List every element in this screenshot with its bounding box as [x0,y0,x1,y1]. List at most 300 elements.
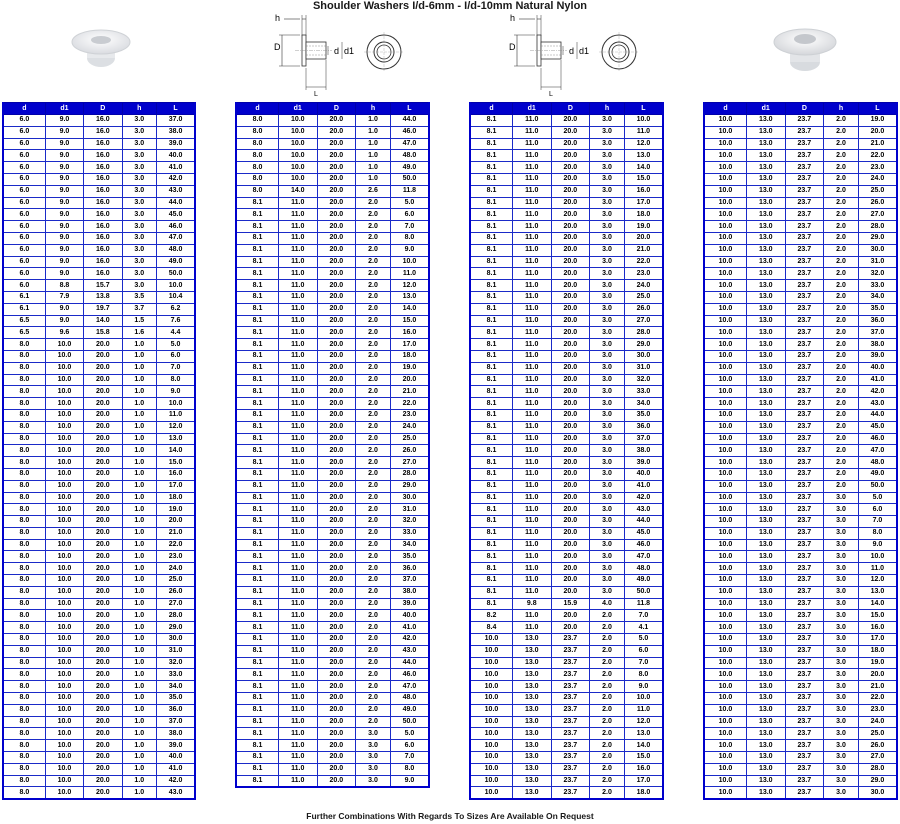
cell-L: 23.0 [390,409,429,421]
cell-h: 2.0 [824,280,859,292]
column-header-h: h [824,103,859,115]
cell-d: 10.0 [704,787,746,799]
cell-L: 15.0 [157,457,195,469]
cell-h: 2.0 [356,563,391,575]
cell-h: 2.0 [356,398,391,410]
table-row [236,303,429,315]
cell-d1: 11.0 [278,244,317,256]
cell-d: 8.0 [236,138,278,150]
cell-d: 10.0 [704,586,746,598]
table-row [470,327,663,339]
cell-D: 23.7 [785,527,824,539]
cell-d: 8.1 [236,398,278,410]
cell-d1: 11.0 [278,409,317,421]
cell-L: 35.0 [858,303,897,315]
cell-d: 8.0 [3,362,45,374]
cell-h: 2.0 [356,539,391,551]
cell-d1: 10.0 [45,386,83,398]
cell-D: 16.0 [84,115,122,127]
cell-h: 2.0 [356,492,391,504]
cell-D: 20.0 [317,185,356,197]
table-row [3,693,195,705]
table-row [704,162,897,174]
table-row [704,291,897,303]
table-row [704,150,897,162]
table-row [704,409,897,421]
cell-d1: 13.0 [746,563,785,575]
table-row [236,716,429,728]
cell-d: 10.0 [470,728,512,740]
cell-d: 10.0 [704,209,746,221]
cell-d: 8.1 [470,551,512,563]
cell-h: 1.0 [356,173,391,185]
cell-D: 20.0 [551,527,590,539]
cell-D: 20.0 [551,303,590,315]
washer-drawing-right [505,10,645,96]
table-row [236,421,429,433]
cell-L: 15.0 [858,610,897,622]
cell-D: 20.0 [317,704,356,716]
cell-d1: 11.0 [278,268,317,280]
cell-L: 5.0 [157,339,195,351]
cell-d1: 11.0 [278,291,317,303]
cell-L: 19.0 [858,115,897,127]
cell-d1: 11.0 [278,480,317,492]
cell-D: 20.0 [317,681,356,693]
table-row [704,634,897,646]
cell-D: 23.7 [785,516,824,528]
cell-d: 10.0 [704,563,746,575]
table-row [3,315,195,327]
cell-L: 12.0 [157,421,195,433]
cell-h: 3.0 [590,162,625,174]
cell-d: 8.0 [3,374,45,386]
cell-d: 8.1 [236,374,278,386]
cell-h: 2.0 [824,150,859,162]
cell-L: 16.0 [624,185,663,197]
table-row [3,138,195,150]
table-row [3,610,195,622]
cell-D: 23.7 [785,244,824,256]
cell-d1: 13.0 [746,787,785,799]
cell-D: 23.7 [551,657,590,669]
cell-L: 5.0 [390,728,429,740]
cell-L: 30.0 [858,787,897,799]
cell-d1: 11.0 [278,209,317,221]
table-row [704,752,897,764]
cell-h: 2.0 [356,598,391,610]
cell-L: 24.0 [858,173,897,185]
cell-d1: 11.0 [512,115,551,127]
cell-d: 6.1 [3,303,45,315]
cell-d1: 13.0 [746,492,785,504]
cell-d: 10.0 [704,256,746,268]
cell-d1: 10.0 [45,669,83,681]
cell-L: 44.0 [390,657,429,669]
cell-d: 10.0 [704,162,746,174]
cell-L: 48.0 [624,563,663,575]
cell-d1: 11.0 [512,315,551,327]
cell-L: 10.0 [157,398,195,410]
cell-h: 3.0 [824,610,859,622]
cell-d1: 10.0 [45,693,83,705]
cell-d: 8.0 [3,598,45,610]
cell-L: 17.0 [624,775,663,787]
cell-L: 46.0 [390,669,429,681]
cell-h: 3.0 [590,551,625,563]
cell-h: 1.0 [122,598,157,610]
cell-h: 3.0 [590,327,625,339]
cell-d1: 11.0 [512,339,551,351]
cell-d1: 11.0 [278,634,317,646]
cell-D: 23.7 [785,433,824,445]
table-row [470,645,663,657]
cell-D: 20.0 [84,752,122,764]
cell-d: 8.1 [236,740,278,752]
cell-D: 20.0 [84,480,122,492]
cell-L: 36.0 [624,421,663,433]
cell-L: 47.0 [624,551,663,563]
cell-d: 10.0 [704,244,746,256]
cell-D: 20.0 [551,622,590,634]
cell-d: 8.1 [236,457,278,469]
cell-d1: 11.0 [512,433,551,445]
cell-D: 23.7 [551,763,590,775]
cell-L: 27.0 [858,209,897,221]
cell-d: 10.0 [704,598,746,610]
table-row [470,374,663,386]
cell-d: 8.1 [470,150,512,162]
table-row [704,386,897,398]
cell-D: 23.7 [785,268,824,280]
cell-D: 20.0 [551,197,590,209]
cell-d1: 11.0 [512,126,551,138]
cell-d1: 11.0 [512,244,551,256]
cell-d1: 13.0 [746,398,785,410]
cell-D: 23.7 [551,704,590,716]
cell-h: 3.0 [590,232,625,244]
cell-d1: 13.0 [746,693,785,705]
cell-h: 1.0 [122,693,157,705]
table-row [3,504,195,516]
cell-d: 8.0 [3,728,45,740]
cell-d1: 13.0 [746,598,785,610]
table-row [470,339,663,351]
cell-d1: 10.0 [45,504,83,516]
cell-d1: 10.0 [45,362,83,374]
cell-L: 10.0 [624,115,663,127]
cell-d: 8.1 [236,516,278,528]
cell-d1: 11.0 [278,728,317,740]
cell-h: 1.0 [122,610,157,622]
cell-d: 8.0 [3,693,45,705]
cell-d1: 11.0 [512,221,551,233]
cell-L: 5.0 [390,197,429,209]
cell-d1: 11.0 [278,516,317,528]
cell-d: 10.0 [704,551,746,563]
spec-table-4 [703,102,898,800]
cell-d1: 10.0 [45,775,83,787]
table-row [236,775,429,787]
table-row [704,551,897,563]
cell-h: 1.5 [122,315,157,327]
cell-L: 43.0 [858,398,897,410]
cell-d: 8.1 [236,504,278,516]
cell-L: 19.0 [858,657,897,669]
cell-h: 1.0 [122,339,157,351]
table-row [704,185,897,197]
cell-d1: 11.0 [512,539,551,551]
cell-d1: 11.0 [278,504,317,516]
table-row [704,232,897,244]
cell-D: 23.7 [785,492,824,504]
cell-D: 23.7 [785,339,824,351]
table-row [470,185,663,197]
cell-D: 19.7 [84,303,122,315]
cell-d: 6.5 [3,327,45,339]
cell-d: 10.0 [704,115,746,127]
cell-d1: 11.0 [278,763,317,775]
cell-L: 45.0 [157,209,195,221]
cell-d1: 9.0 [45,268,83,280]
cell-h: 3.0 [824,504,859,516]
cell-D: 20.0 [551,232,590,244]
cell-D: 20.0 [551,244,590,256]
cell-L: 11.0 [157,409,195,421]
cell-L: 17.0 [157,480,195,492]
cell-d1: 11.0 [278,716,317,728]
cell-h: 3.0 [122,173,157,185]
cell-d1: 11.0 [512,280,551,292]
cell-D: 20.0 [551,362,590,374]
cell-h: 3.0 [590,421,625,433]
cell-L: 24.0 [858,716,897,728]
svg-text:d1: d1 [579,46,590,56]
cell-d: 10.0 [704,704,746,716]
cell-d: 10.0 [470,657,512,669]
table-row [3,268,195,280]
cell-d: 8.1 [236,409,278,421]
column-header-D: D [317,103,356,115]
cell-h: 2.0 [356,433,391,445]
cell-h: 1.0 [122,775,157,787]
cell-d1: 11.0 [512,374,551,386]
cell-L: 24.0 [390,421,429,433]
cell-d1: 10.0 [45,575,83,587]
cell-h: 3.0 [122,256,157,268]
cell-d1: 11.0 [278,657,317,669]
cell-h: 2.0 [356,681,391,693]
cell-h: 2.0 [356,457,391,469]
cell-h: 3.0 [122,115,157,127]
cell-L: 36.0 [157,704,195,716]
cell-d1: 13.0 [746,645,785,657]
cell-d1: 11.0 [512,480,551,492]
cell-h: 3.0 [824,775,859,787]
cell-d: 8.1 [470,386,512,398]
cell-D: 20.0 [84,728,122,740]
column-header-d: d [236,103,278,115]
cell-D: 16.0 [84,173,122,185]
cell-d: 8.1 [236,433,278,445]
cell-d: 8.1 [470,468,512,480]
cell-d: 10.0 [704,409,746,421]
cell-d: 8.0 [3,398,45,410]
cell-L: 49.0 [390,704,429,716]
cell-d: 10.0 [704,268,746,280]
cell-D: 20.0 [317,716,356,728]
cell-d: 8.1 [470,539,512,551]
cell-h: 2.0 [824,268,859,280]
cell-L: 18.0 [157,492,195,504]
cell-L: 11.0 [858,563,897,575]
cell-L: 15.0 [624,752,663,764]
cell-d1: 11.0 [512,516,551,528]
cell-h: 2.0 [824,468,859,480]
cell-D: 20.0 [551,457,590,469]
cell-d: 8.1 [470,232,512,244]
cell-d: 8.0 [3,421,45,433]
cell-L: 50.0 [624,586,663,598]
cell-d1: 11.0 [278,433,317,445]
cell-h: 2.0 [590,610,625,622]
cell-d1: 10.0 [45,787,83,799]
cell-D: 14.0 [84,315,122,327]
cell-D: 20.0 [551,563,590,575]
cell-d: 8.0 [3,752,45,764]
cell-d: 8.1 [236,492,278,504]
table-row [236,445,429,457]
cell-d: 8.0 [3,763,45,775]
cell-D: 20.0 [84,704,122,716]
cell-h: 2.0 [356,244,391,256]
cell-D: 23.7 [551,775,590,787]
washer-photo-right [772,22,838,78]
cell-L: 40.0 [858,362,897,374]
cell-h: 3.0 [356,752,391,764]
cell-D: 20.0 [84,398,122,410]
cell-L: 42.0 [390,634,429,646]
cell-D: 20.0 [317,728,356,740]
table-row [3,398,195,410]
washer-photo-left [70,22,132,74]
cell-h: 2.0 [590,634,625,646]
table-row [3,350,195,362]
cell-L: 48.0 [858,457,897,469]
cell-D: 23.7 [785,728,824,740]
svg-text:d: d [569,46,575,56]
cell-L: 23.0 [858,704,897,716]
cell-D: 20.0 [84,457,122,469]
cell-D: 20.0 [317,291,356,303]
cell-h: 3.0 [590,445,625,457]
cell-d1: 9.0 [45,232,83,244]
cell-d: 8.1 [236,244,278,256]
cell-d: 8.1 [236,468,278,480]
cell-D: 23.7 [551,752,590,764]
cell-h: 2.0 [356,232,391,244]
table-row [704,645,897,657]
cell-L: 10.4 [157,291,195,303]
cell-h: 3.0 [824,563,859,575]
table-row [704,681,897,693]
cell-h: 3.0 [590,115,625,127]
cell-D: 20.0 [317,268,356,280]
cell-d: 8.1 [470,209,512,221]
cell-d: 10.0 [704,303,746,315]
cell-h: 3.0 [824,645,859,657]
table-row [470,598,663,610]
cell-d1: 13.0 [746,752,785,764]
cell-D: 20.0 [317,339,356,351]
cell-D: 16.0 [84,150,122,162]
cell-D: 20.0 [84,634,122,646]
table-row [470,693,663,705]
cell-h: 2.0 [356,657,391,669]
cell-h: 1.0 [356,138,391,150]
cell-L: 8.0 [390,763,429,775]
cell-L: 11.8 [624,598,663,610]
cell-d1: 13.0 [746,539,785,551]
table-row [236,291,429,303]
table-row [3,586,195,598]
cell-L: 11.0 [390,268,429,280]
cell-d: 8.1 [236,232,278,244]
cell-h: 2.0 [590,645,625,657]
cell-d1: 13.0 [746,457,785,469]
cell-D: 20.0 [317,645,356,657]
table-row [236,350,429,362]
cell-d1: 10.0 [45,563,83,575]
table-row [3,728,195,740]
cell-L: 42.0 [624,492,663,504]
cell-d1: 11.0 [278,221,317,233]
cell-d1: 13.0 [746,150,785,162]
cell-L: 44.0 [157,197,195,209]
cell-d1: 10.0 [45,457,83,469]
cell-d: 8.1 [470,504,512,516]
cell-d1: 13.0 [512,693,551,705]
column-header-D: D [551,103,590,115]
cell-L: 24.0 [624,280,663,292]
cell-d1: 11.0 [278,280,317,292]
cell-D: 23.7 [551,634,590,646]
cell-d1: 13.0 [746,575,785,587]
column-header-d1: d1 [512,103,551,115]
cell-D: 20.0 [551,492,590,504]
cell-L: 25.0 [624,291,663,303]
cell-d: 10.0 [470,669,512,681]
cell-d1: 13.0 [746,610,785,622]
cell-L: 38.0 [858,339,897,351]
cell-h: 3.0 [590,256,625,268]
cell-h: 2.0 [356,704,391,716]
cell-d: 8.1 [236,669,278,681]
table-row [470,728,663,740]
cell-L: 7.0 [624,657,663,669]
cell-L: 22.0 [858,693,897,705]
column-header-L: L [390,103,429,115]
cell-d1: 10.0 [45,598,83,610]
cell-h: 1.0 [122,622,157,634]
cell-D: 23.7 [785,480,824,492]
table-row [3,221,195,233]
cell-L: 38.0 [390,586,429,598]
cell-d1: 13.0 [512,740,551,752]
cell-h: 2.0 [356,280,391,292]
cell-d1: 13.0 [746,551,785,563]
cell-L: 30.0 [624,350,663,362]
